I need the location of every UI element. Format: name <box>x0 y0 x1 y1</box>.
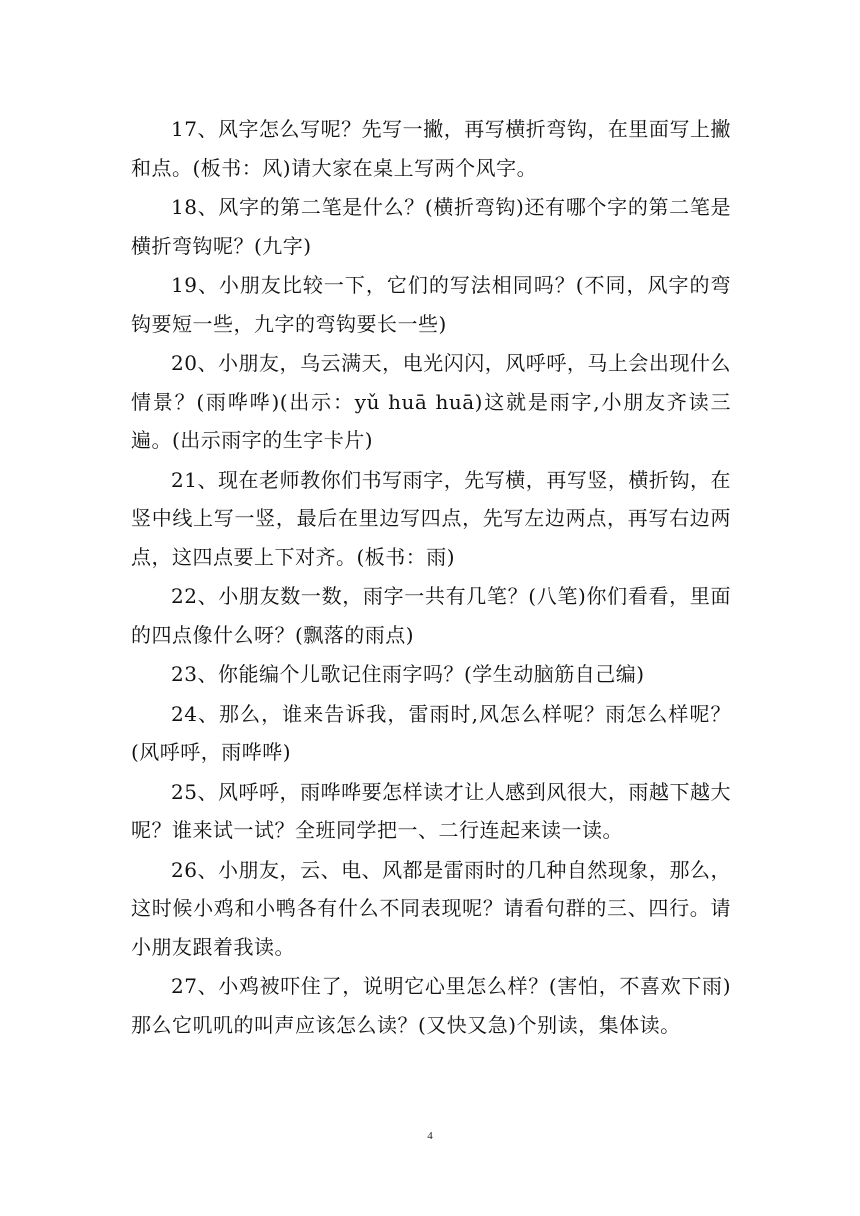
paragraph-26: 26、小朋友，云、电、风都是雷雨时的几种自然现象，那么，这时候小鸡和小鸭各有什么不同表现呢？请看句群的三、四行。请小朋友跟着我读。 <box>131 857 731 959</box>
document-body <box>131 110 731 1045</box>
paragraph-17: 17、风字怎么写呢？先写一撇，再写横折弯钩，在里面写上撇和点。(板书：风)请大家在桌上写两个风字。 <box>131 117 731 180</box>
paragraph-24: 24、那么，谁来告诉我，雷雨时,风怎么样呢？雨怎么样呢？(风呼呼，雨哗哗) <box>131 701 731 764</box>
paragraph-27: 27、小鸡被吓住了，说明它心里怎么样？(害怕，不喜欢下雨)那么它叽叽的叫声应该怎么读？(又快又急)个别读，集体读。 <box>131 974 731 1037</box>
paragraph-21: 21、现在老师教你们书写雨字，先写横，再写竖，横折钩，在竖中线上写一竖，最后在里边写四点，先写左边两点，再写右边两点，这四点要上下对齐。(板书：雨) <box>131 467 731 569</box>
paragraph-20: 20、小朋友，乌云满天，电光闪闪，风呼呼，马上会出现什么情景？(雨哗哗)(出示：yǔ huā huā)这就是雨字,小朋友齐读三遍。(出示雨字的生字卡片) <box>131 351 731 452</box>
paragraph-25: 25、风呼呼，雨哗哗要怎样读才让人感到风很大，雨越下越大呢？谁来试一试？全班同学把一、二行连起来读一读。 <box>131 779 731 842</box>
paragraph-18: 18、风字的第二笔是什么？(横折弯钩)还有哪个字的第二笔是横折弯钩呢？(九字) <box>131 195 731 258</box>
page-number: 4 <box>427 1130 433 1142</box>
paragraph-19: 19、小朋友比较一下，它们的写法相同吗？(不同，风字的弯钩要短一些，九字的弯钩要长一些) <box>131 273 731 336</box>
paragraph-23: 23、你能编个儿歌记住雨字吗？(学生动脑筋自己编) <box>171 662 645 686</box>
paragraph-22: 22、小朋友数一数，雨字一共有几笔？(八笔)你们看看，里面的四点像什么呀？(飘落的雨点) <box>131 584 731 647</box>
